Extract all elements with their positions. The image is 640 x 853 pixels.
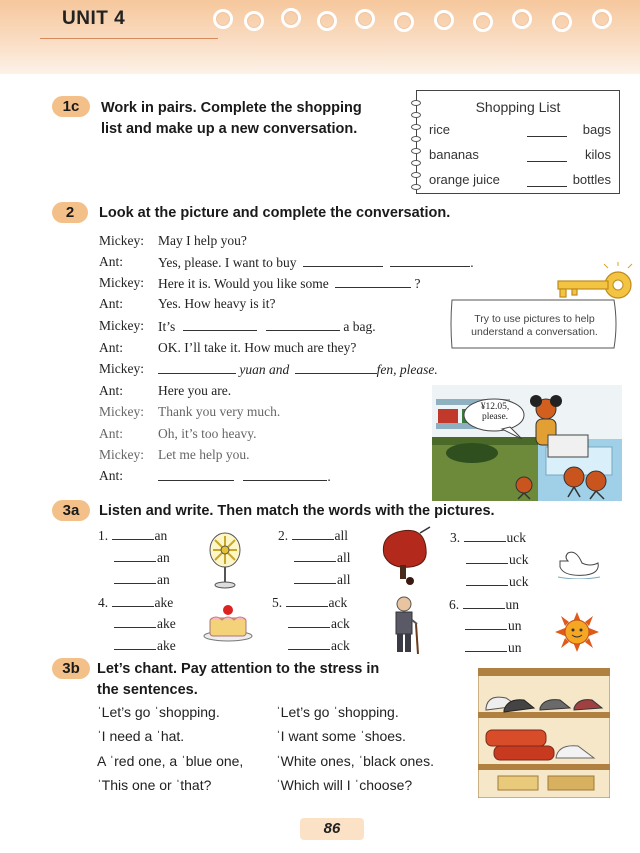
dialogue-text: . (327, 469, 331, 484)
word-row (272, 594, 347, 611)
word-ending: uck (509, 574, 529, 589)
word-ending: an (157, 572, 170, 587)
shopping-unit: bottles (572, 172, 611, 187)
section-badge-3b: 3b (52, 658, 90, 679)
spiral-coil-icon (411, 148, 421, 154)
ball-icon (380, 525, 432, 585)
word-ending: uck (506, 530, 526, 545)
word-row (294, 549, 351, 566)
dialogue-line: Here you are. (158, 383, 232, 398)
item-number: 5. (272, 595, 283, 610)
chant-line-right: ˈWhite ones, ˈblack ones. (276, 753, 434, 769)
answer-blank (288, 637, 330, 650)
sun-icon (555, 612, 599, 652)
word-row (288, 615, 350, 632)
item-number: 2. (278, 528, 289, 543)
dialogue-text: ? (414, 276, 421, 291)
dialogue-text: . (470, 255, 474, 270)
spiral-coil-icon (411, 112, 421, 118)
word-ending: ack (328, 595, 348, 610)
speaker-label: Ant: (99, 383, 124, 398)
dialogue-line: Let me help you. (158, 447, 250, 462)
word-row (449, 596, 519, 613)
word-ending: ack (331, 616, 350, 631)
shopping-item: rice (429, 122, 450, 137)
answer-blank (114, 571, 156, 584)
word-row (114, 571, 170, 588)
answer-blank (158, 361, 236, 374)
shopping-list-row (429, 122, 611, 142)
spiral-coil-icon (411, 136, 421, 142)
word-row (98, 594, 173, 611)
ring-decoration-icon (281, 8, 301, 28)
word-row (98, 527, 167, 544)
word-ending: un (508, 640, 522, 655)
instruction-3b-line1: Let’s chant. Pay attention to the stress in (97, 661, 380, 677)
instruction-3b-line2: the sentences. (97, 682, 198, 698)
chant-line-right: ˈI want some ˈshoes. (276, 728, 406, 744)
section-badge-2: 2 (52, 202, 88, 223)
word-ending: un (505, 597, 519, 612)
word-row (114, 637, 176, 654)
dialogue-line: Yes. How heavy is it? (158, 296, 276, 311)
word-row (114, 549, 170, 566)
ring-decoration-icon (244, 11, 264, 31)
ring-decoration-icon (512, 9, 532, 29)
shop-scene-illustration (432, 385, 622, 501)
dialogue-line: Oh, it’s too heavy. (158, 426, 257, 441)
word-row (450, 529, 526, 546)
shopping-item: bananas (429, 147, 479, 162)
price-please: please. (481, 412, 509, 422)
answer-blank (390, 254, 470, 267)
cake-icon (202, 602, 254, 642)
item-number: 4. (98, 595, 109, 610)
speaker-label: Ant: (99, 254, 124, 269)
chant-line-left: A ˈred one, a ˈblue one, (97, 753, 244, 769)
ring-decoration-icon (317, 11, 337, 31)
speaker-label: Ant: (99, 296, 124, 311)
word-ending: an (157, 550, 170, 565)
ring-decoration-icon (434, 10, 454, 30)
dialogue-text: yuan and (239, 362, 290, 377)
fan-icon (205, 530, 245, 590)
speaker-label: Ant: (99, 426, 124, 441)
dialogue-line (158, 318, 376, 335)
ring-decoration-icon (355, 9, 375, 29)
speaker-label: Mickey: (99, 233, 144, 248)
speaker-label: Ant: (99, 340, 124, 355)
speaker-label: Mickey: (99, 318, 144, 333)
word-ending: ake (154, 595, 174, 610)
shopping-list-row (429, 172, 611, 192)
chant-line-left: ˈLet’s go ˈshopping. (97, 704, 220, 720)
answer-blank (294, 549, 336, 562)
word-ending: all (334, 528, 348, 543)
item-number: 1. (98, 528, 109, 543)
shopping-list-title: Shopping List (475, 99, 561, 115)
dialogue-text: It’s (158, 319, 176, 334)
speaker-label: Mickey: (99, 447, 144, 462)
dialogue-text: Here it is. Would you like some (158, 276, 329, 291)
section-badge-1c: 1c (52, 96, 90, 117)
word-ending: uck (509, 552, 529, 567)
dialogue-line (158, 468, 331, 485)
item-number: 3. (450, 530, 461, 545)
word-row (466, 551, 529, 568)
word-ending: all (337, 550, 351, 565)
speaker-label: Mickey: (99, 361, 144, 376)
answer-blank (183, 318, 257, 331)
answer-blank (288, 615, 330, 628)
answer-blank (466, 573, 508, 586)
chant-line-left: ˈI need a ˈhat. (97, 728, 185, 744)
answer-blank (527, 161, 567, 162)
word-row (465, 617, 522, 634)
shoe-shelf-illustration (478, 668, 610, 798)
answer-blank (295, 361, 377, 374)
word-ending: un (508, 618, 522, 633)
answer-blank (463, 596, 505, 609)
answer-blank (114, 637, 156, 650)
section-badge-3a: 3a (52, 500, 90, 521)
instruction-1c-line2: list and make up a new conversation. (101, 121, 358, 137)
chant-line-right: ˈLet’s go ˈshopping. (276, 704, 399, 720)
page-number: 86 (323, 820, 341, 837)
answer-blank (243, 468, 327, 481)
answer-blank (303, 254, 383, 267)
answer-blank (112, 527, 154, 540)
answer-blank (527, 186, 567, 187)
answer-blank (112, 594, 154, 607)
speaker-label: Mickey: (99, 275, 144, 290)
dialogue-text: a bag. (343, 319, 376, 334)
shopping-list-row (429, 147, 611, 167)
shopping-list-card (416, 90, 620, 194)
answer-blank (465, 639, 507, 652)
answer-blank (158, 468, 234, 481)
price-bubble-text (467, 402, 523, 422)
word-row (465, 639, 522, 656)
shopping-unit: bags (582, 122, 611, 137)
answer-blank (294, 571, 336, 584)
answer-blank (527, 136, 567, 137)
answer-blank (335, 275, 411, 288)
chant-line-right: ˈWhich will I ˈchoose? (276, 777, 413, 793)
spiral-coil-icon (411, 160, 421, 166)
spiral-coil-icon (411, 100, 421, 106)
word-ending: ake (157, 638, 176, 653)
word-ending: ake (157, 616, 176, 631)
shopping-item: orange juice (429, 172, 500, 187)
unit-underline (40, 38, 218, 39)
dialogue-text: Yes, please. I want to buy (158, 255, 297, 270)
ring-decoration-icon (592, 9, 612, 29)
unit-title: UNIT 4 (62, 8, 126, 29)
dialogue-line: OK. I’ll take it. How much are they? (158, 340, 357, 355)
tip-text-line1: Try to use pictures to help (474, 313, 595, 325)
answer-blank (465, 617, 507, 630)
word-ending: all (337, 572, 351, 587)
dialogue-line (158, 254, 474, 271)
answer-blank (466, 551, 508, 564)
answer-blank (286, 594, 328, 607)
word-row (294, 571, 351, 588)
old-man-icon (386, 594, 426, 656)
ring-decoration-icon (213, 9, 233, 29)
word-ending: an (154, 528, 168, 543)
instruction-2: Look at the picture and complete the conversation. (99, 205, 451, 221)
dialogue-line: May I help you? (158, 233, 247, 248)
price-amount: ¥12.05, (480, 402, 510, 412)
word-ending: ack (331, 638, 350, 653)
dialogue-line: Thank you very much. (158, 404, 281, 419)
answer-blank (114, 615, 156, 628)
ring-decoration-icon (394, 12, 414, 32)
instruction-1c-line1: Work in pairs. Complete the shopping (101, 100, 362, 116)
chant-line-left: ˈThis one or ˈthat? (97, 777, 212, 793)
word-row (466, 573, 529, 590)
ring-decoration-icon (552, 12, 572, 32)
dialogue-text: fen, please. (376, 362, 438, 377)
spiral-coil-icon (411, 172, 421, 178)
speaker-label: Mickey: (99, 404, 144, 419)
answer-blank (292, 527, 334, 540)
duck-icon (556, 545, 602, 579)
word-row (278, 527, 348, 544)
tip-text-line2: understand a conversation. (471, 326, 598, 338)
ring-decoration-icon (473, 12, 493, 32)
answer-blank (464, 529, 506, 542)
tip-box (452, 303, 617, 349)
speaker-label: Ant: (99, 468, 124, 483)
spiral-coil-icon (411, 124, 421, 130)
word-row (114, 615, 176, 632)
answer-blank (266, 318, 340, 331)
answer-blank (114, 549, 156, 562)
dialogue-line (158, 361, 438, 378)
spiral-coil-icon (411, 184, 421, 190)
word-row (288, 637, 350, 654)
shopping-unit: kilos (584, 147, 611, 162)
dialogue-line (158, 275, 421, 292)
item-number: 6. (449, 597, 460, 612)
instruction-3a: Listen and write. Then match the words with the pictures. (99, 503, 495, 519)
